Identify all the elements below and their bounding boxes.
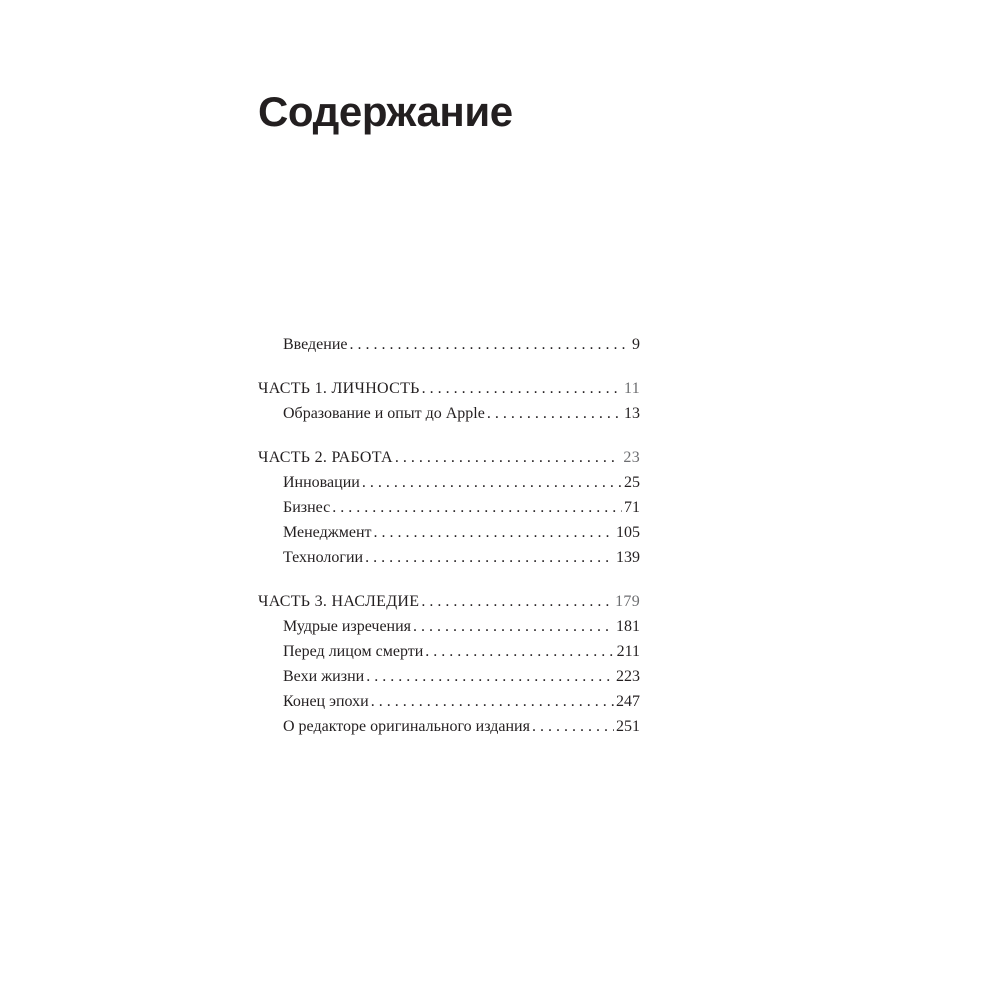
toc-part-title: ЧАСТЬ 3. НАСЛЕДИЕ xyxy=(258,593,420,610)
toc-entry xyxy=(258,520,640,545)
toc-part-title: ЧАСТЬ 2. РАБОТА xyxy=(258,449,393,466)
toc-entry-title: Образование и опыт до Apple xyxy=(283,405,485,422)
dot-leader xyxy=(487,401,622,426)
toc-entry-title: Перед лицом смерти xyxy=(283,643,424,660)
table-of-contents xyxy=(258,332,640,758)
toc-entry xyxy=(258,495,640,520)
toc-page-number: 13 xyxy=(624,405,640,422)
page-title: Содержание xyxy=(258,88,513,135)
toc-entry-title: Мудрые изречения xyxy=(283,618,412,635)
toc-entry-title: О редакторе оригинального издания xyxy=(283,718,530,735)
toc-part-1 xyxy=(258,376,640,426)
toc-entry-title: Вехи жизни xyxy=(283,668,365,685)
dot-leader xyxy=(421,589,609,614)
toc-page-number: 247 xyxy=(616,693,640,710)
toc-entry-intro xyxy=(258,332,640,357)
toc-page-number: 181 xyxy=(616,618,640,635)
dot-leader xyxy=(366,664,614,689)
toc-page-number: 179 xyxy=(615,593,640,610)
toc-part-heading xyxy=(258,445,640,470)
dot-leader xyxy=(374,520,614,545)
dot-leader xyxy=(422,376,618,401)
toc-page-number: 11 xyxy=(623,380,640,397)
dot-leader xyxy=(332,495,622,520)
toc-page-number: 223 xyxy=(616,668,640,685)
dot-leader xyxy=(371,689,614,714)
toc-entry xyxy=(258,664,640,689)
dot-leader xyxy=(362,470,622,495)
dot-leader xyxy=(350,332,631,357)
toc-part-heading xyxy=(258,589,640,614)
toc-entry-title: Введение xyxy=(283,336,348,353)
dot-leader xyxy=(425,639,614,664)
toc-page-number: 9 xyxy=(632,336,640,353)
dot-leader xyxy=(532,714,614,739)
dot-leader xyxy=(395,445,618,470)
toc-page-number: 139 xyxy=(616,549,640,566)
toc-page-number: 105 xyxy=(616,524,640,541)
toc-entry-title: Бизнес xyxy=(283,499,331,516)
toc-part-title: ЧАСТЬ 1. ЛИЧНОСТЬ xyxy=(258,380,420,397)
toc-page-number: 71 xyxy=(624,499,640,516)
toc-page-number: 25 xyxy=(624,474,640,491)
toc-page-number: 211 xyxy=(616,643,640,660)
toc-entry xyxy=(258,401,640,426)
dot-leader xyxy=(365,545,614,570)
toc-entry xyxy=(258,470,640,495)
toc-part-2 xyxy=(258,445,640,570)
toc-page-number: 23 xyxy=(623,449,640,466)
toc-entry xyxy=(258,714,640,739)
toc-part-heading xyxy=(258,376,640,401)
toc-entry xyxy=(258,689,640,714)
toc-entry-title: Инновации xyxy=(283,474,360,491)
toc-entry-title: Технологии xyxy=(283,549,364,566)
toc-entry-title: Конец эпохи xyxy=(283,693,369,710)
toc-entry-title: Менеджмент xyxy=(283,524,372,541)
toc-intro-group xyxy=(258,332,640,357)
toc-page-number: 251 xyxy=(616,718,640,735)
toc-entry xyxy=(258,545,640,570)
dot-leader xyxy=(413,614,614,639)
toc-part-3 xyxy=(258,589,640,739)
toc-entry xyxy=(258,614,640,639)
toc-entry xyxy=(258,639,640,664)
